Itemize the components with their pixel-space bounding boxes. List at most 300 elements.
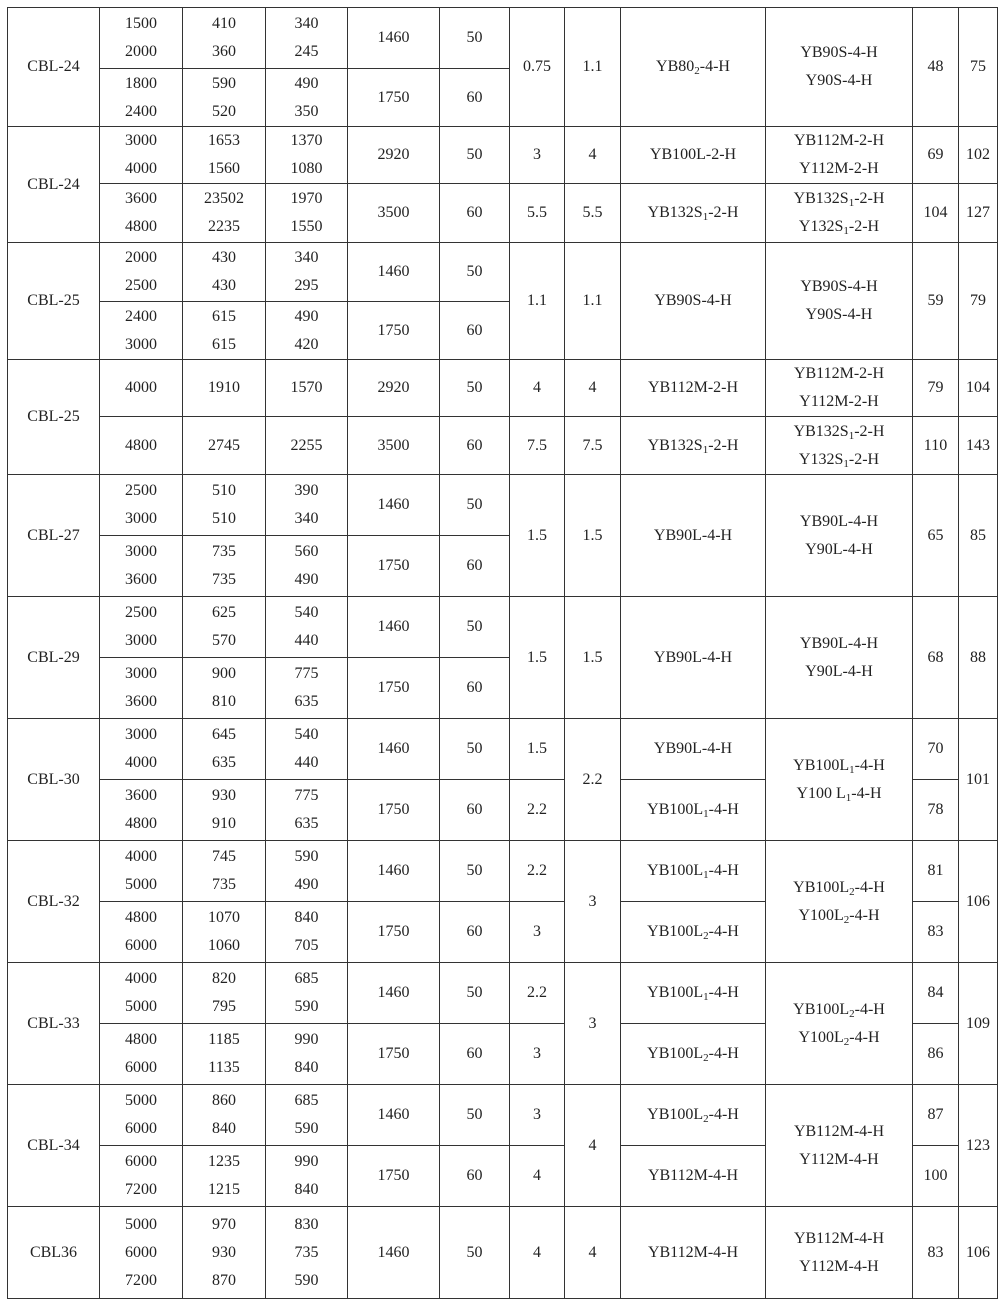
head-a-cell — [183, 475, 266, 536]
flow-cell-line: 5000 — [125, 1092, 157, 1109]
head-a-cell — [183, 963, 266, 1024]
flow-cell-line: 6000 — [125, 1153, 157, 1170]
alt-motor-cell — [766, 1207, 913, 1299]
alt-motor-cell — [766, 243, 913, 360]
table-row — [8, 1207, 998, 1299]
model-cell: CBL-25 — [8, 360, 100, 475]
head-a-cell-line: 910 — [212, 815, 236, 832]
flow-cell-line: 2400 — [125, 102, 157, 120]
flow-cell — [100, 719, 183, 780]
flow-cell-line: 4800 — [125, 909, 157, 926]
head-b-cell — [266, 597, 348, 658]
flow-cell-line: 5000 — [125, 876, 157, 893]
weight-a-cell: 84 — [913, 963, 959, 1024]
weight-a-cell: 110 — [913, 417, 959, 475]
flow-cell — [100, 1085, 183, 1146]
head-a-cell-line: 1560 — [208, 160, 240, 177]
weight-b-cell: 79 — [959, 243, 998, 360]
power-a-cell: 4 — [510, 1207, 565, 1299]
speed-cell: 1750 — [348, 902, 440, 963]
model-cell: CBL-33 — [8, 963, 100, 1085]
frequency-cell: 50 — [440, 475, 510, 536]
frequency-cell: 50 — [440, 1085, 510, 1146]
flow-cell-line: 3000 — [125, 132, 157, 149]
model-cell: CBL-32 — [8, 841, 100, 963]
head-a-cell — [183, 780, 266, 841]
motor-cell: YB90L-4-H — [621, 597, 766, 719]
alt-motor-cell-line: YB90L-4-H — [799, 512, 879, 530]
alt-motor-cell-line: Y90S-4-H — [805, 306, 873, 323]
table-row — [8, 597, 998, 658]
speed-cell: 2920 — [348, 127, 440, 184]
head-a-cell — [183, 302, 266, 360]
model-cell: CBL-24 — [8, 8, 100, 127]
weight-a-cell: 104 — [913, 184, 959, 243]
head-b-cell-line: 490 — [294, 571, 319, 588]
head-b-cell-line: 840 — [294, 1059, 319, 1076]
flow-cell-line: 3600 — [125, 693, 157, 710]
flow-cell-line: 3000 — [125, 726, 157, 743]
head-b-cell — [266, 1024, 348, 1085]
head-b-cell-line: 590 — [294, 1120, 319, 1137]
head-b-cell-line: 540 — [294, 726, 319, 743]
flow-cell-line: 3000 — [125, 632, 157, 649]
flow-cell — [100, 658, 183, 719]
frequency-cell: 60 — [440, 902, 510, 963]
speed-cell: 1460 — [348, 963, 440, 1024]
speed-cell: 1750 — [348, 536, 440, 597]
weight-a-cell: 79 — [913, 360, 959, 417]
table-row — [8, 963, 998, 1024]
head-b-cell — [266, 127, 348, 184]
flow-cell-line: 5000 — [125, 1215, 157, 1233]
flow-cell — [100, 417, 183, 475]
flow-cell — [100, 302, 183, 360]
flow-cell-line: 4000 — [125, 848, 157, 865]
alt-motor-cell-line: YB90S-4-H — [800, 44, 878, 61]
speed-cell: 1460 — [348, 243, 440, 302]
head-a-cell-line: 625 — [212, 604, 236, 621]
flow-cell-line: 1500 — [125, 15, 157, 32]
alt-motor-cell-line: YB112M-2-H — [793, 132, 885, 149]
weight-a-cell: 69 — [913, 127, 959, 184]
alt-motor-cell — [766, 963, 913, 1085]
head-a-cell — [183, 1085, 266, 1146]
weight-b-cell: 106 — [959, 841, 998, 963]
power-b-cell: 7.5 — [565, 417, 621, 475]
flow-cell — [100, 127, 183, 184]
weight-a-cell: 59 — [913, 243, 959, 360]
alt-motor-cell — [766, 1085, 913, 1207]
head-a-cell-line: 735 — [212, 543, 236, 560]
head-a-cell-line: 520 — [212, 102, 236, 120]
speed-cell: 1460 — [348, 841, 440, 902]
frequency-cell: 60 — [440, 658, 510, 719]
alt-motor-cell-line: YB112M-2-H — [793, 365, 885, 382]
model-cell: CBL-25 — [8, 243, 100, 360]
table-row — [8, 8, 998, 69]
head-a-cell-line: 795 — [212, 998, 236, 1015]
head-a-cell-line: 1215 — [208, 1181, 240, 1198]
head-b-cell-line: 1570 — [290, 379, 323, 396]
table-body — [8, 8, 998, 1299]
head-a-cell-line: 1185 — [208, 1031, 240, 1048]
model-cell: CBL-34 — [8, 1085, 100, 1207]
head-b-cell-line: 1550 — [290, 218, 323, 235]
flow-cell-line: 6000 — [125, 1243, 157, 1261]
power-b-cell: 4 — [565, 1085, 621, 1207]
power-a-cell: 5.5 — [510, 184, 565, 243]
power-a-cell: 7.5 — [510, 417, 565, 475]
alt-motor-cell-line: $YB132S_1-2-H$ — [793, 190, 885, 209]
alt-motor-cell-line: Y90L-4-H — [805, 540, 873, 558]
model-cell: CBL-30 — [8, 719, 100, 841]
head-b-cell — [266, 719, 348, 780]
weight-a-cell: 68 — [913, 597, 959, 719]
power-a-cell: 4 — [510, 1146, 565, 1207]
flow-cell — [100, 184, 183, 243]
head-b-cell-line: 540 — [294, 604, 319, 621]
motor-cell: $YB100L_1-4-H$ — [621, 963, 766, 1024]
weight-b-cell: 143 — [959, 417, 998, 475]
head-b-cell-line: 350 — [294, 102, 319, 120]
head-b-cell — [266, 69, 348, 127]
head-a-cell-line: 645 — [212, 726, 236, 743]
head-a-cell-line: 410 — [212, 15, 236, 32]
table-row — [8, 360, 998, 417]
head-a-cell-line: 430 — [212, 277, 236, 294]
speed-cell: 1750 — [348, 658, 440, 719]
head-b-cell-line: 340 — [294, 249, 319, 266]
head-a-cell-line: 970 — [212, 1215, 236, 1233]
power-b-cell: 5.5 — [565, 184, 621, 243]
head-b-cell-line: 990 — [294, 1153, 319, 1170]
alt-motor-cell-line: $Y100L_2-4-H$ — [798, 906, 880, 926]
alt-motor-cell-line: Y112M-4-H — [799, 1150, 879, 1168]
weight-a-cell: 87 — [913, 1085, 959, 1146]
flow-cell-line: 3000 — [125, 510, 157, 527]
head-b-cell — [266, 963, 348, 1024]
head-a-cell-line: 2745 — [208, 436, 240, 454]
head-b-cell-line: 490 — [294, 74, 319, 92]
power-b-cell: 3 — [565, 841, 621, 963]
head-b-cell — [266, 1146, 348, 1207]
head-a-cell-line: 930 — [212, 787, 236, 804]
head-a-cell-line: 590 — [212, 74, 236, 92]
head-a-cell-line: 840 — [212, 1120, 236, 1137]
head-a-cell-line: 870 — [212, 1271, 236, 1289]
head-a-cell-line: 745 — [212, 848, 236, 865]
head-b-cell-line: 340 — [294, 510, 319, 527]
head-a-cell — [183, 597, 266, 658]
frequency-cell: 50 — [440, 597, 510, 658]
frequency-cell: 50 — [440, 719, 510, 780]
head-b-cell — [266, 1207, 348, 1299]
power-a-cell: 4 — [510, 360, 565, 417]
frequency-cell: 60 — [440, 69, 510, 127]
power-b-cell: 1.5 — [565, 475, 621, 597]
frequency-cell: 60 — [440, 417, 510, 475]
head-b-cell — [266, 360, 348, 417]
speed-cell: 3500 — [348, 184, 440, 243]
head-a-cell-line: 570 — [212, 632, 236, 649]
alt-motor-cell-line: YB112M-4-H — [793, 1229, 885, 1247]
flow-cell-line: 2500 — [125, 482, 157, 499]
weight-a-cell: 65 — [913, 475, 959, 597]
head-a-cell — [183, 243, 266, 302]
head-a-cell-line: 735 — [212, 571, 236, 588]
head-a-cell — [183, 902, 266, 963]
head-a-cell-line: 810 — [212, 693, 236, 710]
frequency-cell: 60 — [440, 780, 510, 841]
alt-motor-cell-line: Y100 $L_1-4-H$ — [796, 784, 882, 804]
power-a-cell: 3 — [510, 1085, 565, 1146]
flow-cell-line: 3600 — [125, 571, 157, 588]
pump-spec-table — [7, 7, 998, 1299]
head-a-cell — [183, 360, 266, 417]
speed-cell: 1460 — [348, 8, 440, 69]
motor-cell: YB90L-4-H — [621, 475, 766, 597]
alt-motor-cell — [766, 417, 913, 475]
head-b-cell — [266, 902, 348, 963]
flow-cell-line: 4800 — [125, 218, 157, 235]
flow-cell-line: 4000 — [125, 160, 157, 177]
head-b-cell-line: 440 — [294, 754, 319, 771]
weight-a-cell: 100 — [913, 1146, 959, 1207]
head-a-cell-line: 1070 — [208, 909, 240, 926]
alt-motor-cell — [766, 360, 913, 417]
head-a-cell — [183, 841, 266, 902]
frequency-cell: 60 — [440, 1024, 510, 1085]
speed-cell: 1750 — [348, 1024, 440, 1085]
flow-cell-line: 6000 — [125, 1120, 157, 1137]
frequency-cell: 60 — [440, 302, 510, 360]
head-b-cell-line: 490 — [294, 307, 319, 325]
frequency-cell: 60 — [440, 1146, 510, 1207]
head-a-cell — [183, 719, 266, 780]
head-a-cell-line: 615 — [212, 307, 236, 325]
head-b-cell-line: 295 — [294, 277, 319, 294]
head-a-cell-line: 930 — [212, 1243, 236, 1261]
power-a-cell: 1.5 — [510, 719, 565, 780]
head-b-cell — [266, 243, 348, 302]
power-a-cell: 3 — [510, 902, 565, 963]
head-b-cell — [266, 8, 348, 69]
power-a-cell: 1.5 — [510, 597, 565, 719]
head-b-cell-line: 340 — [294, 15, 319, 32]
head-a-cell-line: 635 — [212, 754, 236, 771]
flow-cell-line: 2000 — [125, 43, 157, 60]
power-a-cell: 2.2 — [510, 780, 565, 841]
head-b-cell-line: 1970 — [290, 190, 323, 207]
head-b-cell-line: 560 — [294, 543, 319, 560]
weight-a-cell: 83 — [913, 902, 959, 963]
flow-cell — [100, 360, 183, 417]
head-b-cell — [266, 536, 348, 597]
table-row — [8, 1085, 998, 1146]
frequency-cell: 50 — [440, 1207, 510, 1299]
alt-motor-cell — [766, 597, 913, 719]
head-b-cell-line: 635 — [294, 693, 319, 710]
speed-cell: 1460 — [348, 1207, 440, 1299]
flow-cell — [100, 597, 183, 658]
head-b-cell-line: 705 — [294, 937, 319, 954]
head-b-cell-line: 490 — [294, 876, 319, 893]
motor-cell: $YB100L_1-4-H$ — [621, 780, 766, 841]
head-a-cell — [183, 127, 266, 184]
table-row — [8, 184, 998, 243]
flow-cell-line: 2500 — [125, 277, 157, 294]
weight-a-cell: 86 — [913, 1024, 959, 1085]
head-a-cell-line: 510 — [212, 482, 236, 499]
flow-cell — [100, 963, 183, 1024]
frequency-cell: 50 — [440, 360, 510, 417]
head-a-cell — [183, 184, 266, 243]
alt-motor-cell-line: Y112M-2-H — [799, 393, 879, 410]
weight-a-cell: 81 — [913, 841, 959, 902]
power-a-cell: 3 — [510, 127, 565, 184]
weight-b-cell: 75 — [959, 8, 998, 127]
head-b-cell-line: 245 — [294, 43, 319, 60]
frequency-cell: 50 — [440, 127, 510, 184]
flow-cell-line: 4000 — [125, 970, 157, 987]
head-a-cell-line: 510 — [212, 510, 236, 527]
flow-cell-line: 3600 — [125, 787, 157, 804]
frequency-cell: 60 — [440, 536, 510, 597]
head-b-cell-line: 1080 — [290, 160, 323, 177]
flow-cell-line: 6000 — [125, 937, 157, 954]
head-b-cell — [266, 475, 348, 536]
power-a-cell: 2.2 — [510, 841, 565, 902]
head-b-cell — [266, 658, 348, 719]
flow-cell-line: 3000 — [125, 665, 157, 682]
head-a-cell-line: 1135 — [208, 1059, 240, 1076]
head-a-cell-line: 1235 — [208, 1153, 240, 1170]
power-a-cell: 1.5 — [510, 475, 565, 597]
frequency-cell: 50 — [440, 243, 510, 302]
flow-cell — [100, 1146, 183, 1207]
head-b-cell-line: 775 — [294, 665, 319, 682]
flow-cell — [100, 69, 183, 127]
head-b-cell-line: 830 — [294, 1215, 319, 1233]
speed-cell: 1460 — [348, 475, 440, 536]
head-b-cell-line: 685 — [294, 970, 319, 987]
motor-cell: $YB100L_1-4-H$ — [621, 841, 766, 902]
head-b-cell-line: 990 — [294, 1031, 319, 1048]
head-b-cell — [266, 302, 348, 360]
flow-cell — [100, 1207, 183, 1299]
power-b-cell: 1.1 — [565, 8, 621, 127]
head-a-cell-line: 900 — [212, 665, 236, 682]
speed-cell: 1460 — [348, 597, 440, 658]
head-b-cell-line: 775 — [294, 787, 319, 804]
head-a-cell — [183, 536, 266, 597]
motor-cell: YB112M-4-H — [621, 1207, 766, 1299]
head-a-cell-line: 23502 — [204, 190, 244, 207]
head-a-cell-line: 1910 — [208, 379, 240, 396]
table-row — [8, 841, 998, 902]
head-b-cell-line: 420 — [294, 335, 319, 353]
alt-motor-cell — [766, 184, 913, 243]
flow-cell-line: 4800 — [125, 1031, 157, 1048]
head-b-cell — [266, 417, 348, 475]
flow-cell-line: 3000 — [125, 543, 157, 560]
power-a-cell: 2.2 — [510, 963, 565, 1024]
table-row — [8, 127, 998, 184]
head-a-cell-line: 430 — [212, 249, 236, 266]
speed-cell: 1750 — [348, 1146, 440, 1207]
flow-cell — [100, 536, 183, 597]
model-cell: CBL-29 — [8, 597, 100, 719]
flow-cell — [100, 780, 183, 841]
flow-cell — [100, 8, 183, 69]
weight-b-cell: 102 — [959, 127, 998, 184]
motor-cell: $YB100L_2-4-H$ — [621, 1085, 766, 1146]
weight-b-cell: 85 — [959, 475, 998, 597]
motor-cell: $YB100L_2-4-H$ — [621, 1024, 766, 1085]
flow-cell — [100, 841, 183, 902]
flow-cell-line: 3000 — [125, 335, 157, 353]
head-b-cell — [266, 780, 348, 841]
head-a-cell — [183, 1207, 266, 1299]
motor-cell: YB90L-4-H — [621, 719, 766, 780]
alt-motor-cell-line: $Y132S_1-2-H$ — [798, 218, 880, 237]
frequency-cell: 50 — [440, 841, 510, 902]
power-b-cell: 4 — [565, 1207, 621, 1299]
head-b-cell — [266, 184, 348, 243]
flow-cell-line: 5000 — [125, 998, 157, 1015]
weight-b-cell: 101 — [959, 719, 998, 841]
weight-b-cell: 106 — [959, 1207, 998, 1299]
model-cell: CBL-24 — [8, 127, 100, 243]
flow-cell-line: 1800 — [125, 74, 157, 92]
alt-motor-cell — [766, 475, 913, 597]
power-a-cell: 1.1 — [510, 243, 565, 360]
alt-motor-cell — [766, 127, 913, 184]
head-b-cell — [266, 1085, 348, 1146]
alt-motor-cell — [766, 719, 913, 841]
head-a-cell-line: 615 — [212, 335, 236, 353]
motor-cell: YB112M-2-H — [621, 360, 766, 417]
frequency-cell: 60 — [440, 184, 510, 243]
flow-cell-line: 4000 — [125, 379, 157, 396]
flow-cell — [100, 1024, 183, 1085]
flow-cell — [100, 243, 183, 302]
motor-cell: YB100L-2-H — [621, 127, 766, 184]
head-b-cell-line: 685 — [294, 1092, 319, 1109]
head-b-cell-line: 840 — [294, 909, 319, 926]
head-b-cell-line: 2255 — [290, 436, 323, 454]
head-a-cell-line: 1653 — [208, 132, 240, 149]
speed-cell: 1460 — [348, 1085, 440, 1146]
motor-cell: YB112M-4-H — [621, 1146, 766, 1207]
alt-motor-cell-line: $Y100L_2-4-H$ — [798, 1028, 880, 1048]
flow-cell-line: 3600 — [125, 190, 157, 207]
weight-a-cell: 83 — [913, 1207, 959, 1299]
flow-cell-line: 4000 — [125, 754, 157, 771]
flow-cell-line: 2400 — [125, 307, 157, 325]
flow-cell — [100, 902, 183, 963]
head-b-cell-line: 735 — [294, 1243, 319, 1261]
alt-motor-cell-line: $Y132S_1-2-H$ — [798, 450, 880, 470]
speed-cell: 2920 — [348, 360, 440, 417]
alt-motor-cell-line: $YB100L_2-4-H$ — [793, 878, 885, 898]
head-a-cell-line: 360 — [212, 43, 236, 60]
motor-cell: YB90S-4-H — [621, 243, 766, 360]
head-a-cell — [183, 658, 266, 719]
alt-motor-cell-line: $YB100L_1-4-H$ — [793, 756, 885, 776]
head-b-cell-line: 590 — [294, 998, 319, 1015]
